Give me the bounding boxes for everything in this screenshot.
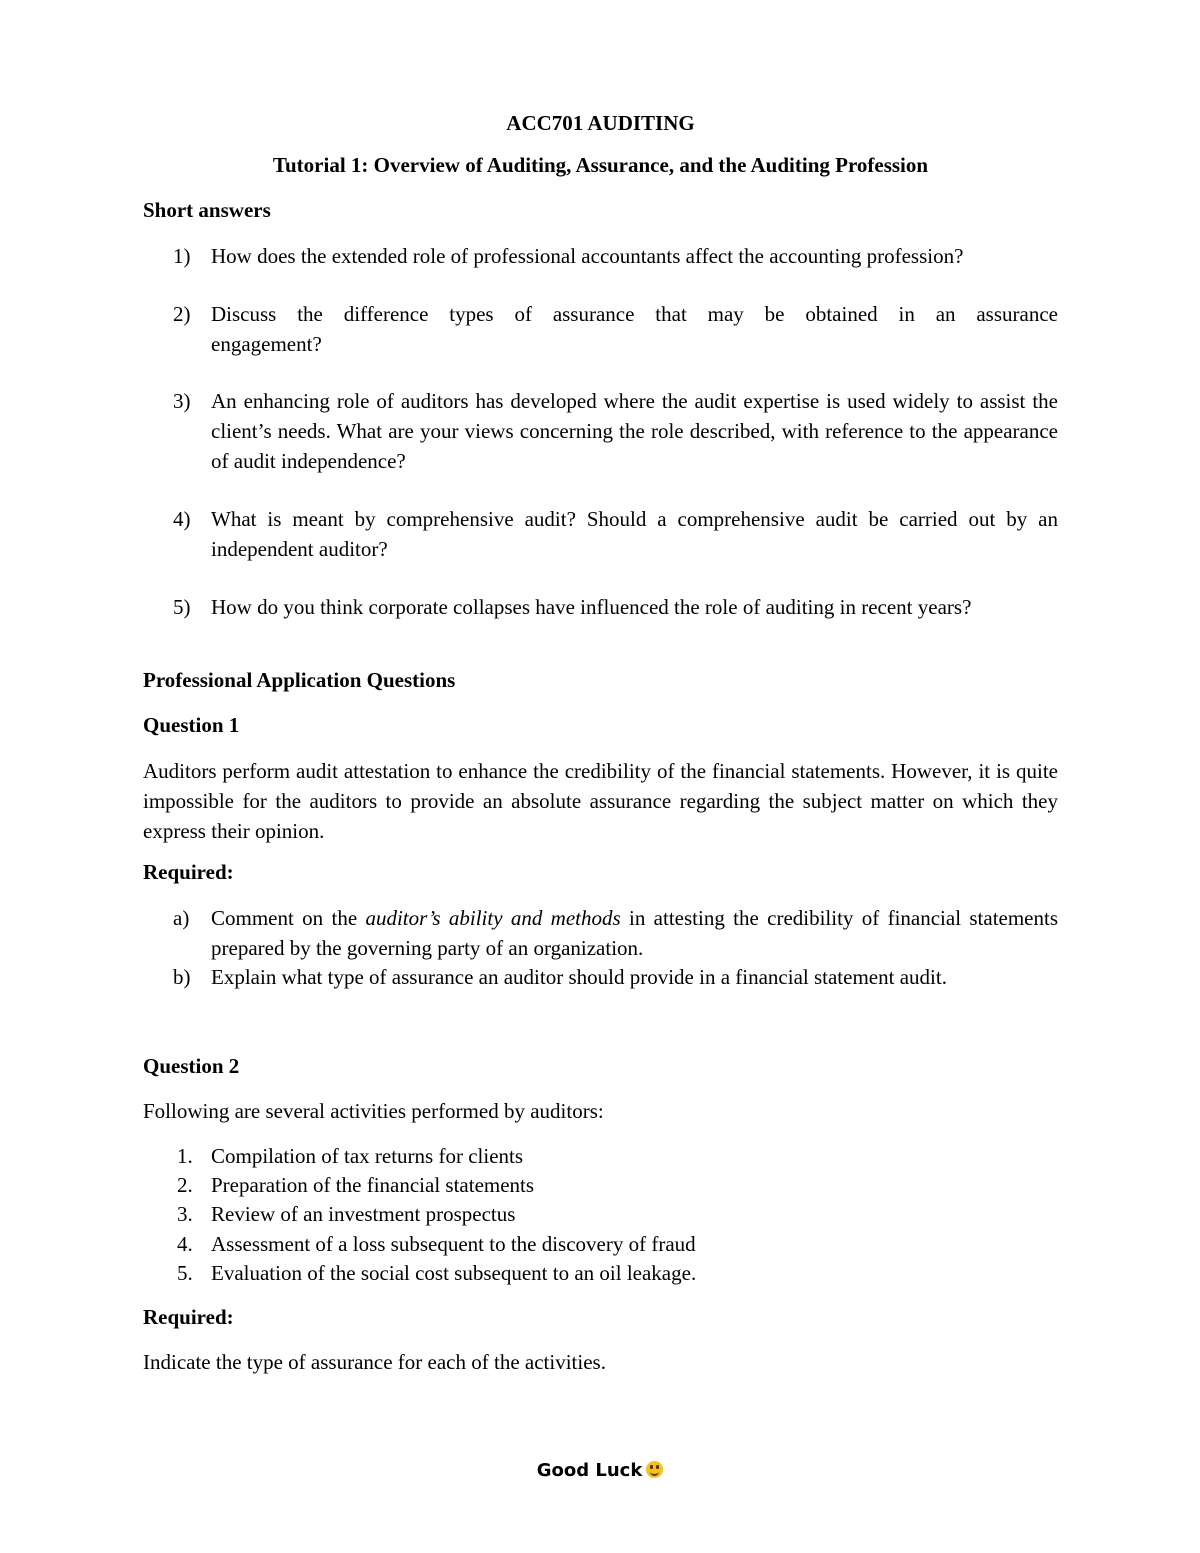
question-1-item-b-text: Explain what type of assurance an auditor should provide in a financial statement audit. — [211, 965, 947, 989]
question-2-required-label: Required: — [143, 1305, 234, 1329]
short-answer-text: An enhancing role of auditors has developed where the audit expertise is used widely to assist the client’s needs. What are your views concerning the role described, with reference to the appearance of audit independence? — [211, 389, 1058, 473]
question-1-item-a-text — [211, 903, 1058, 963]
footer — [0, 1456, 1200, 1486]
list-marker: 4. — [177, 1232, 193, 1256]
list-marker: 5. — [177, 1261, 193, 1285]
smiley-face-icon — [646, 1461, 663, 1478]
list-marker: b) — [173, 965, 191, 989]
list-marker: a) — [173, 906, 190, 930]
list-marker: 2. — [177, 1173, 193, 1197]
question-1-body: Auditors perform audit attestation to enhance the credibility of the financial statements. However, it is quite impossible for the auditors to provide an absolute assurance regarding the subject matter on which they express their opinion. — [143, 759, 1058, 843]
course-title: ACC701 AUDITING — [506, 111, 695, 135]
activity-text: Compilation of tax returns for clients — [211, 1144, 524, 1168]
list-marker: 2) — [173, 302, 191, 326]
question-2-instruction: Indicate the type of assurance for each of the activities. — [143, 1350, 606, 1374]
list-marker: 3) — [173, 389, 191, 413]
list-marker: 5) — [173, 595, 191, 619]
question-2-body: Following are several activities performed by auditors: — [143, 1099, 604, 1123]
footer-text: Good Luck — [536, 1460, 643, 1481]
list-marker: 4) — [173, 507, 191, 531]
professional-application-heading: Professional Application Questions — [143, 668, 456, 692]
item-text-part: Comment on the — [211, 906, 366, 930]
activity-text: Preparation of the financial statements — [211, 1173, 535, 1197]
item-text-italic: auditor’s ability and methods — [365, 906, 621, 930]
activity-text: Assessment of a loss subsequent to the discovery of fraud — [211, 1232, 696, 1256]
short-answers-heading: Short answers — [143, 198, 271, 222]
activity-text: Review of an investment prospectus — [211, 1202, 516, 1226]
question-1-required-label: Required: — [143, 860, 234, 884]
item-text-part: in attesting the credibility of financial statements prepared by the governing party of an organization. — [211, 906, 1059, 960]
question-1-heading: Question 1 — [143, 713, 240, 737]
short-answer-text: How do you think corporate collapses have influenced the role of auditing in recent years? — [211, 595, 972, 619]
short-answer-text: What is meant by comprehensive audit? Should a comprehensive audit be carried out by an independent auditor? — [211, 507, 1058, 561]
list-marker: 1) — [173, 244, 191, 268]
tutorial-title: Tutorial 1: Overview of Auditing, Assurance, and the Auditing Profession — [272, 153, 929, 177]
activity-text: Evaluation of the social cost subsequent to an oil leakage. — [211, 1261, 697, 1285]
short-answer-text: How does the extended role of professional accountants affect the accounting profession? — [211, 244, 964, 268]
short-answer-text: Discuss the difference types of assurance that may be obtained in an assurance engagement? — [211, 302, 1058, 356]
list-marker: 3. — [177, 1202, 193, 1226]
list-marker: 1. — [177, 1144, 193, 1168]
question-2-heading: Question 2 — [143, 1054, 240, 1078]
